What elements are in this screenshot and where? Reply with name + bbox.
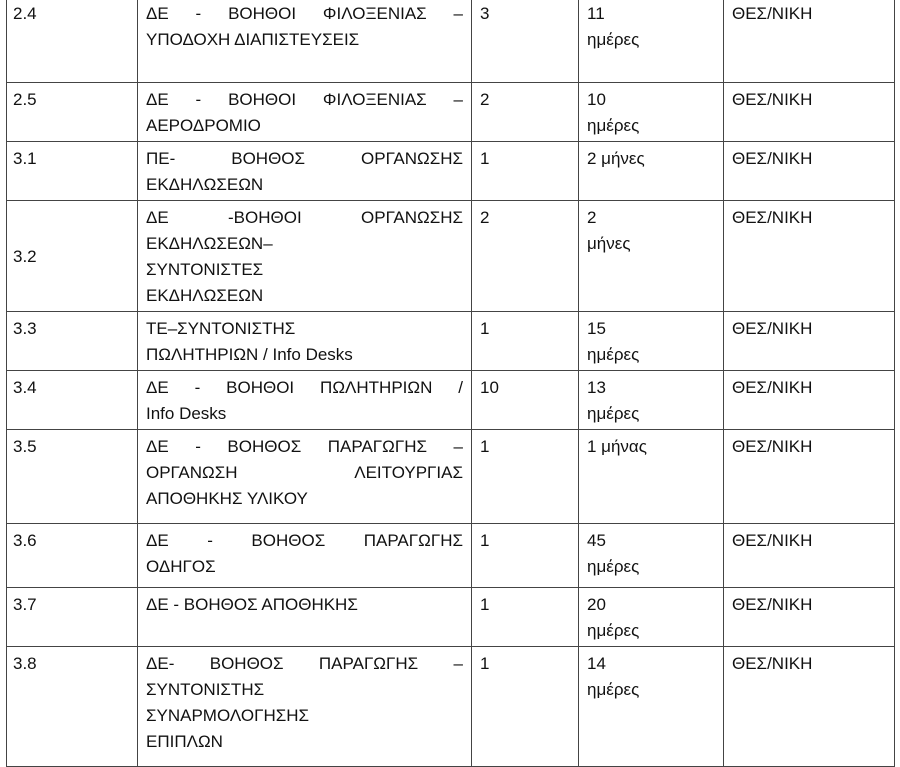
- row-duration: 13 ημέρες: [579, 371, 724, 430]
- row-title: ΔΕ- ΒΟΗΘΟΣ ΠΑΡΑΓΩΓΗΣ – ΣΥΝΤΟΝΙΣΤΗΣ ΣΥΝΑΡΜΟΛΟΓΗΣΗΣ ΕΠΙΠΛΩΝ: [138, 647, 472, 767]
- row-count: 1: [472, 312, 579, 371]
- row-count: 1: [472, 524, 579, 588]
- row-title: ΔΕ - ΒΟΗΘΟΙ ΦΙΛΟΞΕΝΙΑΣ – ΥΠΟΔΟΧΗ ΔΙΑΠΙΣΤΕΥΣΕΙΣ: [138, 0, 472, 83]
- row-count: 2: [472, 83, 579, 142]
- row-id: 3.7: [7, 588, 138, 647]
- row-count: 1: [472, 142, 579, 201]
- row-id: 2.5: [7, 83, 138, 142]
- row-title: ΔΕ - ΒΟΗΘΟΣ ΠΑΡΑΓΩΓΗΣ – ΟΡΓΑΝΩΣΗ ΛΕΙΤΟΥΡΓΙΑΣ ΑΠΟΘΗΚΗΣ ΥΛΙΚΟΥ: [138, 430, 472, 524]
- row-id: 3.2: [7, 201, 138, 312]
- row-duration: 2 μήνες: [579, 142, 724, 201]
- row-duration: 1 μήνας: [579, 430, 724, 524]
- row-title: ΔΕ - ΒΟΗΘΟΣ ΠΑΡΑΓΩΓΗΣ ΟΔΗΓΟΣ: [138, 524, 472, 588]
- row-duration: 11 ημέρες: [579, 0, 724, 83]
- row-count: 10: [472, 371, 579, 430]
- row-id: 3.3: [7, 312, 138, 371]
- row-duration: 2 μήνες: [579, 201, 724, 312]
- row-location: ΘΕΣ/ΝΙΚΗ: [724, 647, 895, 767]
- row-title: ΔΕ - ΒΟΗΘΟΣ ΑΠΟΘΗΚΗΣ: [138, 588, 472, 647]
- row-duration: 45 ημέρες: [579, 524, 724, 588]
- row-count: 1: [472, 588, 579, 647]
- row-title: ΔΕ -ΒΟΗΘΟΙ ΟΡΓΑΝΩΣΗΣ ΕΚΔΗΛΩΣΕΩΝ– ΣΥΝΤΟΝΙΣΤΕΣ ΕΚΔΗΛΩΣΕΩΝ: [138, 201, 472, 312]
- row-duration: 14 ημέρες: [579, 647, 724, 767]
- table-row: [7, 430, 895, 524]
- row-id: 3.6: [7, 524, 138, 588]
- positions-table: [6, 0, 895, 767]
- row-location: ΘΕΣ/ΝΙΚΗ: [724, 371, 895, 430]
- row-location: ΘΕΣ/ΝΙΚΗ: [724, 201, 895, 312]
- row-title: ΔΕ - ΒΟΗΘΟΙ ΠΩΛΗΤΗΡΙΩΝ / Info Desks: [138, 371, 472, 430]
- table-row: [7, 588, 895, 647]
- row-id: 3.5: [7, 430, 138, 524]
- row-duration: 15 ημέρες: [579, 312, 724, 371]
- row-location: ΘΕΣ/ΝΙΚΗ: [724, 524, 895, 588]
- row-duration: 10 ημέρες: [579, 83, 724, 142]
- table-row: [7, 371, 895, 430]
- row-location: ΘΕΣ/ΝΙΚΗ: [724, 0, 895, 83]
- table-row: [7, 0, 895, 83]
- row-location: ΘΕΣ/ΝΙΚΗ: [724, 588, 895, 647]
- row-location: ΘΕΣ/ΝΙΚΗ: [724, 430, 895, 524]
- row-title: ΠΕ- ΒΟΗΘΟΣ ΟΡΓΑΝΩΣΗΣ ΕΚΔΗΛΩΣΕΩΝ: [138, 142, 472, 201]
- row-count: 3: [472, 0, 579, 83]
- row-title: ΤΕ–ΣΥΝΤΟΝΙΣΤΗΣ ΠΩΛΗΤΗΡΙΩΝ / Info Desks: [138, 312, 472, 371]
- row-id: 3.1: [7, 142, 138, 201]
- table-row: [7, 142, 895, 201]
- table-row: [7, 83, 895, 142]
- row-location: ΘΕΣ/ΝΙΚΗ: [724, 83, 895, 142]
- row-count: 1: [472, 647, 579, 767]
- table-row: [7, 524, 895, 588]
- row-title: ΔΕ - ΒΟΗΘΟΙ ΦΙΛΟΞΕΝΙΑΣ – ΑΕΡΟΔΡΟΜΙΟ: [138, 83, 472, 142]
- row-id: 2.4: [7, 0, 138, 83]
- row-location: ΘΕΣ/ΝΙΚΗ: [724, 312, 895, 371]
- table-row: [7, 201, 895, 312]
- row-duration: 20 ημέρες: [579, 588, 724, 647]
- row-count: 2: [472, 201, 579, 312]
- row-id: 3.8: [7, 647, 138, 767]
- table-row: [7, 312, 895, 371]
- row-location: ΘΕΣ/ΝΙΚΗ: [724, 142, 895, 201]
- row-count: 1: [472, 430, 579, 524]
- row-id: 3.4: [7, 371, 138, 430]
- table-row: [7, 647, 895, 767]
